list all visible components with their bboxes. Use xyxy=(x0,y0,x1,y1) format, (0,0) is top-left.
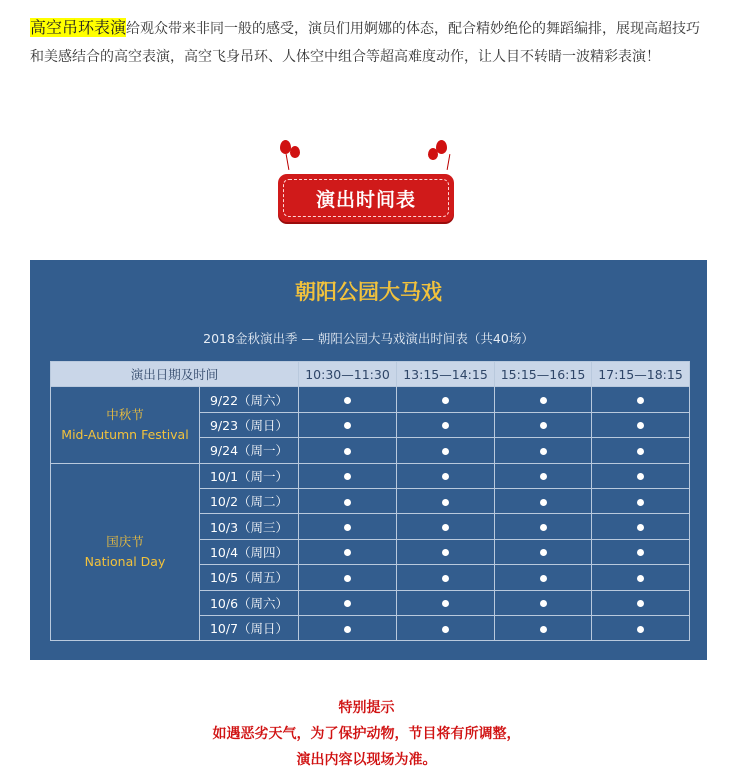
schedule-banner xyxy=(278,140,458,225)
show-dot-icon xyxy=(637,524,644,531)
date-cell: 10/3（周三） xyxy=(200,514,299,539)
show-dot-icon xyxy=(344,499,351,506)
show-cell xyxy=(299,514,397,539)
show-dot-icon xyxy=(442,473,449,480)
show-cell xyxy=(592,590,690,615)
header-time-slot: 17:15—18:15 xyxy=(592,362,690,387)
show-dot-icon xyxy=(344,448,351,455)
show-cell xyxy=(495,615,592,640)
show-dot-icon xyxy=(540,448,547,455)
header-time-slot: 13:15—14:15 xyxy=(397,362,495,387)
show-cell xyxy=(592,514,690,539)
date-cell: 9/24（周一） xyxy=(200,438,299,463)
date-cell: 9/22（周六） xyxy=(200,387,299,412)
show-cell xyxy=(592,438,690,463)
intro-highlight: 高空吊环表演 xyxy=(30,18,127,37)
notice-line: 演出内容以现场为准。 xyxy=(296,752,437,768)
show-cell xyxy=(299,488,397,513)
show-dot-icon xyxy=(540,499,547,506)
notice-title: 特别提示 xyxy=(338,700,395,716)
show-cell xyxy=(592,565,690,590)
date-cell: 10/2（周二） xyxy=(200,488,299,513)
show-cell xyxy=(299,539,397,564)
show-cell xyxy=(397,463,495,488)
show-cell xyxy=(397,539,495,564)
table-row xyxy=(51,387,690,412)
show-dot-icon xyxy=(344,422,351,429)
show-cell xyxy=(397,488,495,513)
show-cell xyxy=(397,438,495,463)
show-dot-icon xyxy=(637,499,644,506)
show-dot-icon xyxy=(637,473,644,480)
show-cell xyxy=(397,590,495,615)
show-cell xyxy=(592,488,690,513)
show-cell xyxy=(592,387,690,412)
notice-line: 如遇恶劣天气，为了保护动物，节目将有所调整， xyxy=(212,726,521,742)
festival-cell xyxy=(51,387,200,463)
show-dot-icon xyxy=(344,626,351,633)
show-dot-icon xyxy=(442,499,449,506)
show-dot-icon xyxy=(344,397,351,404)
balloon-string xyxy=(286,154,290,170)
show-cell xyxy=(397,514,495,539)
show-dot-icon xyxy=(637,600,644,607)
show-dot-icon xyxy=(540,600,547,607)
show-dot-icon xyxy=(540,626,547,633)
show-dot-icon xyxy=(442,448,449,455)
show-dot-icon xyxy=(540,473,547,480)
show-cell xyxy=(495,539,592,564)
schedule-subtitle: 2018金秋演出季 — 朝阳公园大马戏演出时间表（共40场） xyxy=(203,331,534,346)
show-dot-icon xyxy=(442,626,449,633)
balloon-icon xyxy=(290,146,300,158)
show-cell xyxy=(592,412,690,437)
show-dot-icon xyxy=(637,448,644,455)
date-cell: 9/23（周日） xyxy=(200,412,299,437)
show-dot-icon xyxy=(442,575,449,582)
show-cell xyxy=(495,514,592,539)
schedule-title: 朝阳公园大马戏 xyxy=(295,280,442,304)
schedule-table xyxy=(50,361,690,641)
intro-paragraph xyxy=(30,14,710,71)
show-dot-icon xyxy=(637,422,644,429)
show-cell xyxy=(592,615,690,640)
table-row xyxy=(51,463,690,488)
show-cell xyxy=(495,488,592,513)
show-cell xyxy=(299,615,397,640)
show-cell xyxy=(495,412,592,437)
banner-label: 演出时间表 xyxy=(283,179,449,217)
show-cell xyxy=(299,438,397,463)
header-time-slot: 15:15—16:15 xyxy=(495,362,592,387)
show-dot-icon xyxy=(344,600,351,607)
header-date-time: 演出日期及时间 xyxy=(51,362,299,387)
balloon-string xyxy=(447,154,451,170)
show-dot-icon xyxy=(344,549,351,556)
show-cell xyxy=(299,565,397,590)
show-cell xyxy=(299,387,397,412)
show-cell xyxy=(299,590,397,615)
show-cell xyxy=(495,438,592,463)
festival-name-cn: 国庆节 xyxy=(106,533,144,549)
header-time-slot: 10:30—11:30 xyxy=(299,362,397,387)
date-cell: 10/1（周一） xyxy=(200,463,299,488)
show-dot-icon xyxy=(344,524,351,531)
show-dot-icon xyxy=(442,397,449,404)
show-dot-icon xyxy=(637,575,644,582)
show-cell xyxy=(495,590,592,615)
show-cell xyxy=(397,387,495,412)
show-dot-icon xyxy=(540,524,547,531)
show-dot-icon xyxy=(344,575,351,582)
festival-cell xyxy=(51,463,200,641)
date-cell: 10/6（周六） xyxy=(200,590,299,615)
show-dot-icon xyxy=(442,600,449,607)
show-dot-icon xyxy=(637,549,644,556)
date-cell: 10/4（周四） xyxy=(200,539,299,564)
show-dot-icon xyxy=(540,549,547,556)
festival-name-cn: 中秋节 xyxy=(106,406,144,422)
show-cell xyxy=(397,565,495,590)
show-cell xyxy=(495,463,592,488)
show-dot-icon xyxy=(442,422,449,429)
show-dot-icon xyxy=(442,549,449,556)
show-dot-icon xyxy=(344,473,351,480)
schedule-panel xyxy=(30,260,707,660)
festival-name-en: Mid-Autumn Festival xyxy=(61,426,189,442)
show-dot-icon xyxy=(540,397,547,404)
show-dot-icon xyxy=(637,397,644,404)
intro-text: 给观众带来非同一般的感受，演员们用婀娜的体态，配合精妙绝伦的舞蹈编排，展现高超技巧和美感结合的高空表演，高空飞身吊环、人体空中组合等超高难度动作，让人目不转睛一波精彩表演！ xyxy=(30,21,701,65)
date-cell: 10/7（周日） xyxy=(200,615,299,640)
show-dot-icon xyxy=(540,422,547,429)
show-cell xyxy=(495,387,592,412)
balloon-icon xyxy=(428,148,438,160)
show-cell xyxy=(592,539,690,564)
show-cell xyxy=(299,463,397,488)
schedule-body xyxy=(51,387,690,641)
show-cell xyxy=(397,412,495,437)
festival-name-en: National Day xyxy=(84,553,166,569)
show-dot-icon xyxy=(540,575,547,582)
show-cell xyxy=(299,412,397,437)
banner-box xyxy=(278,174,454,222)
date-cell: 10/5（周五） xyxy=(200,565,299,590)
show-cell xyxy=(397,615,495,640)
show-cell xyxy=(592,463,690,488)
show-cell xyxy=(495,565,592,590)
show-dot-icon xyxy=(637,626,644,633)
show-dot-icon xyxy=(442,524,449,531)
table-header-row xyxy=(51,362,690,387)
